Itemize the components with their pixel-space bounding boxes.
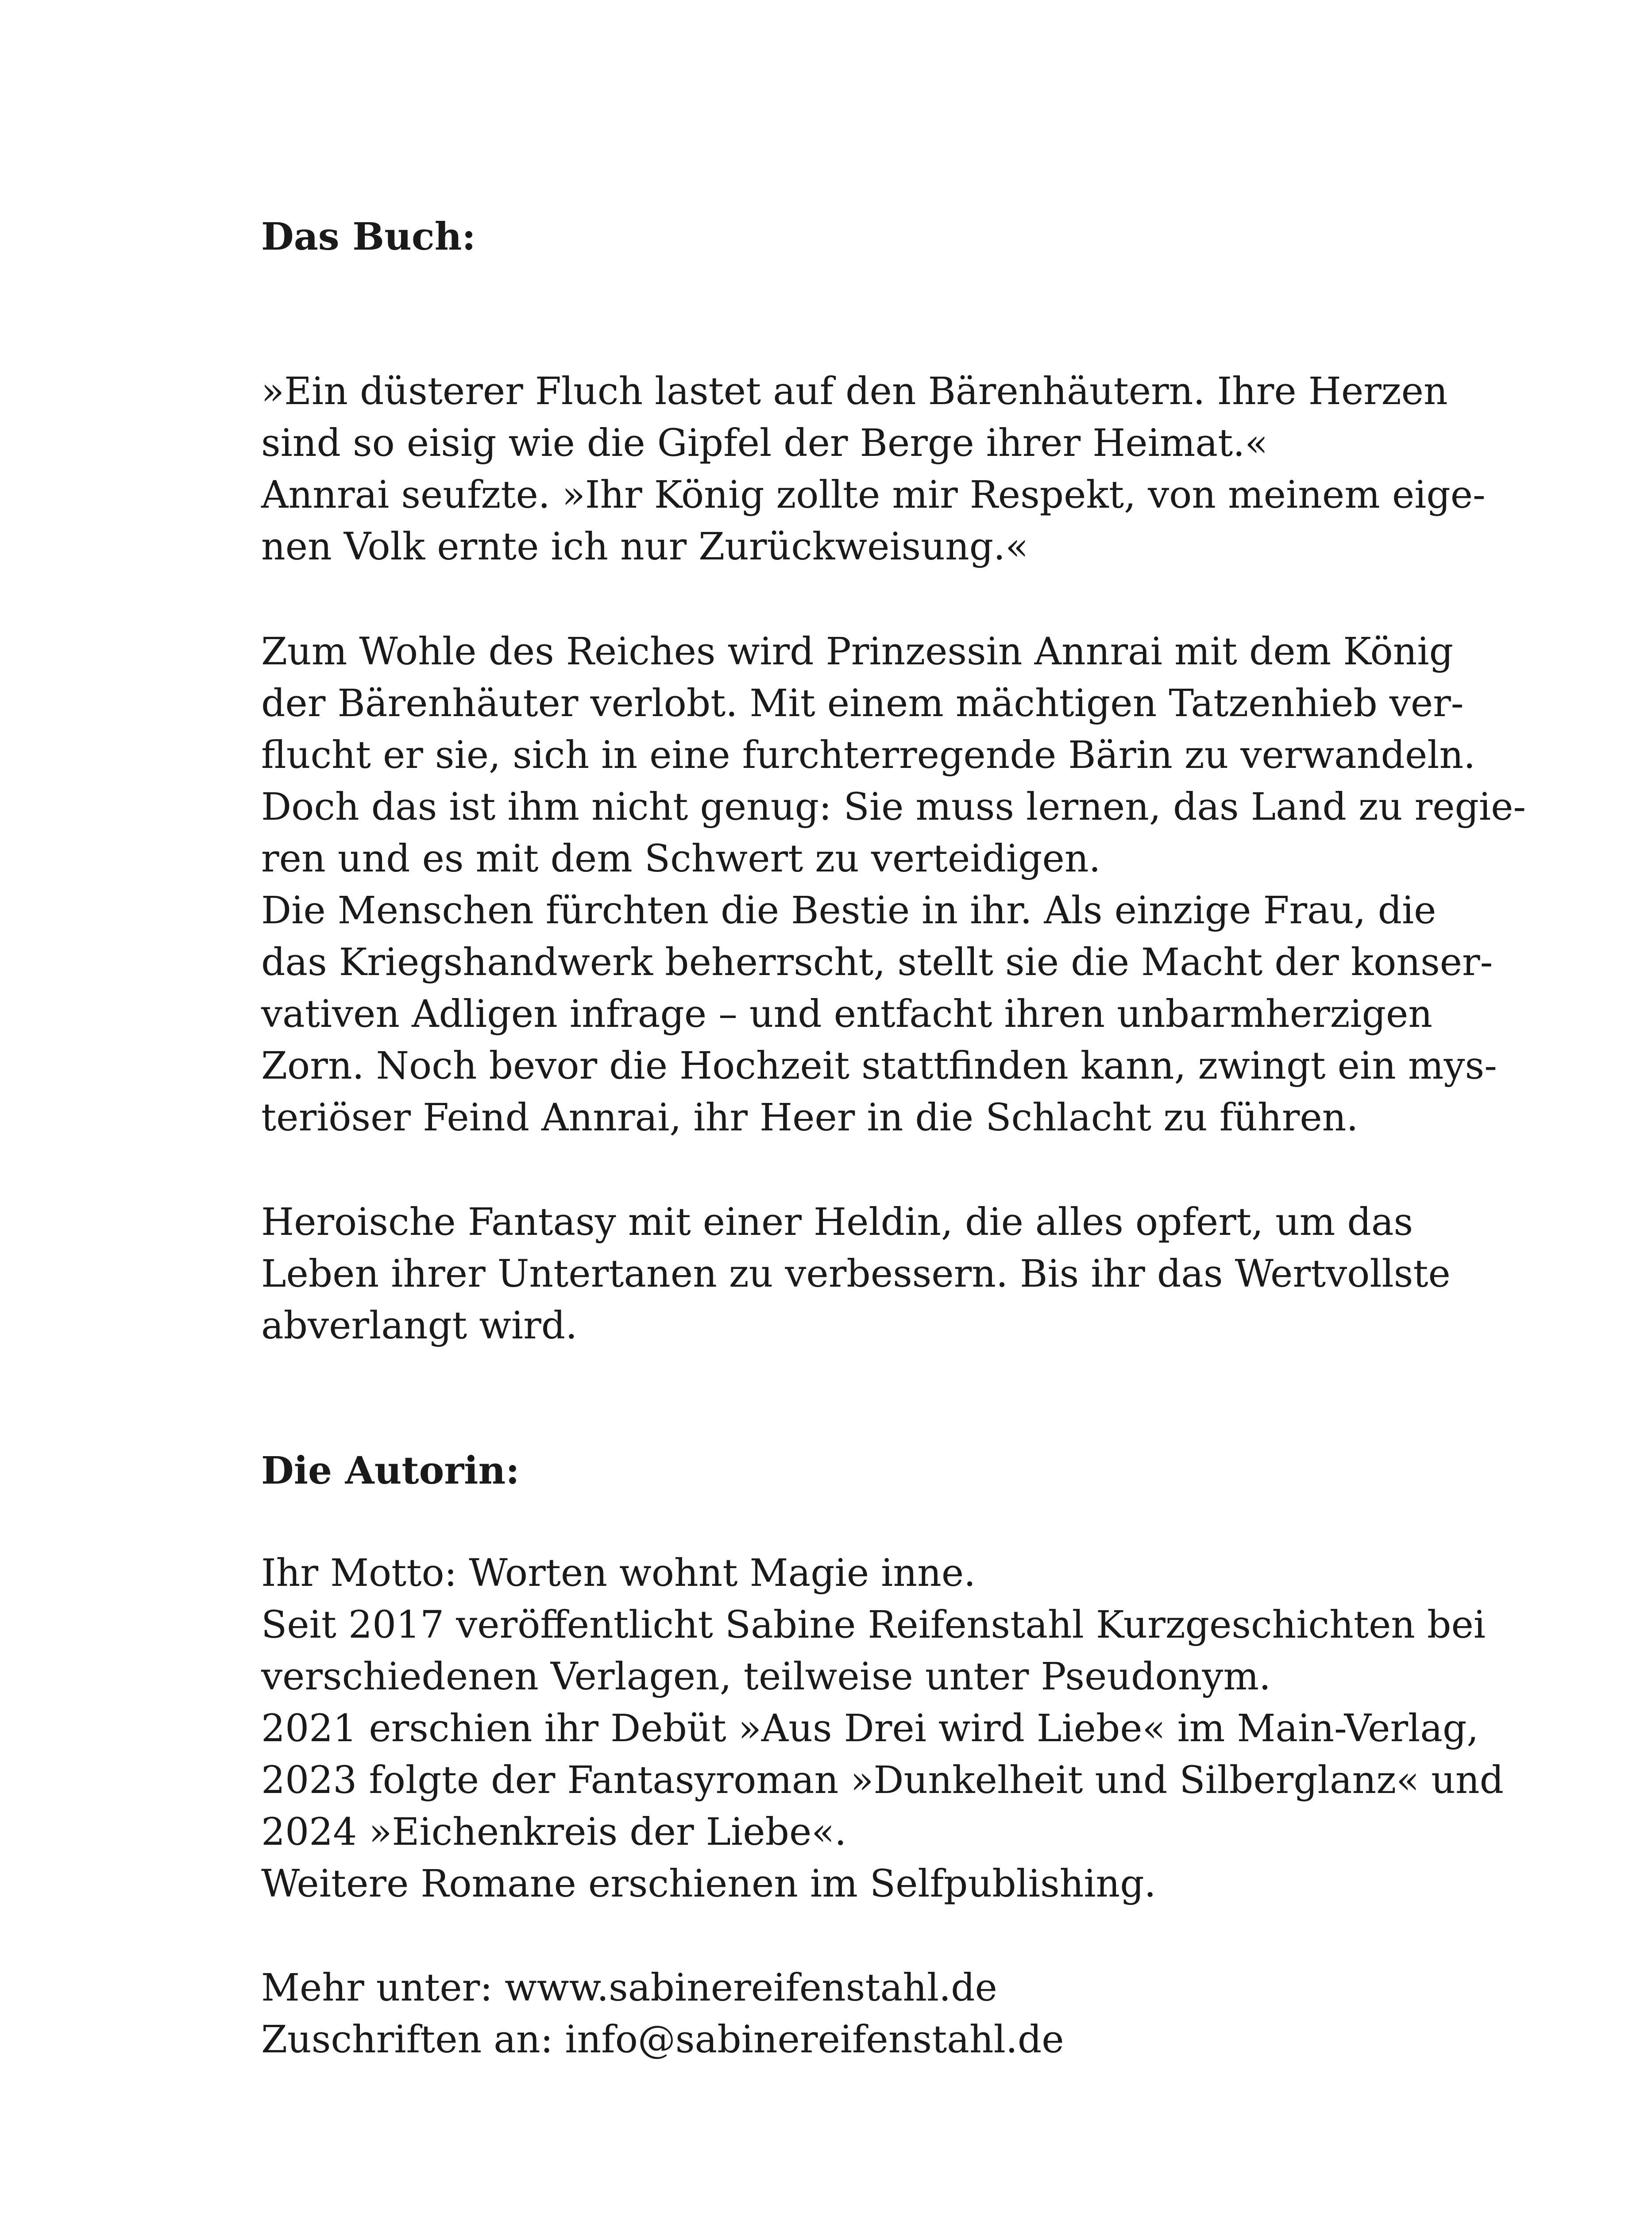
book-text-line: Die Menschen fürchten die Bestie in ihr. Als einzige Frau, die: [261, 889, 1436, 933]
book-text-line: der Bärenhäuter verlobt. Mit einem mächtigen Tatzenhieb ver-: [261, 682, 1464, 725]
author-text-line: Weitere Romane erschienen im Selfpublishing.: [261, 1862, 1156, 1906]
book-text-line: flucht er sie, sich in eine furchterregende Bärin zu verwandeln.: [261, 733, 1476, 777]
author-text-line: verschiedenen Verlagen, teilweise unter Pseudonym.: [261, 1655, 1271, 1699]
book-text-line: Heroische Fantasy mit einer Heldin, die alles opfert, um das: [261, 1200, 1413, 1244]
book-text-line: »Ein düsterer Fluch lastet auf den Bärenhäutern. Ihre Herzen: [261, 370, 1448, 413]
book-text-line: abverlangt wird.: [261, 1304, 578, 1348]
author-text-line: Seit 2017 veröffentlicht Sabine Reifenstahl Kurzgeschichten bei: [261, 1603, 1486, 1647]
book-text-line: vativen Adligen infrage – und entfacht ihren unbarmherzigen: [261, 992, 1433, 1036]
author-heading: Die Autorin:: [261, 1449, 520, 1493]
book-heading: Das Buch:: [261, 215, 476, 259]
book-text-line: Doch das ist ihm nicht genug: Sie muss lernen, das Land zu regie-: [261, 785, 1526, 829]
book-text-line: ren und es mit dem Schwert zu verteidigen.: [261, 837, 1101, 881]
book-text-line: sind so eisig wie die Gipfel der Berge ihrer Heimat.«: [261, 421, 1268, 465]
author-text-line: 2021 erschien ihr Debüt »Aus Drei wird Liebe« im Main-Verlag,: [261, 1707, 1479, 1750]
book-text-line: das Kriegshandwerk beherrscht, stellt sie die Macht der konser-: [261, 941, 1493, 984]
author-text-line: 2023 folgte der Fantasyroman »Dunkelheit und Silberglanz« und: [261, 1758, 1504, 1802]
author-text-line: Ihr Motto: Worten wohnt Magie inne.: [261, 1551, 976, 1595]
author-email-line: Zuschriften an: info@sabinereifenstahl.de: [261, 2018, 1064, 2062]
book-text-line: teriöser Feind Annrai, ihr Heer in die Schlacht zu führen.: [261, 1096, 1359, 1140]
book-text-line: nen Volk ernte ich nur Zurückweisung.«: [261, 525, 1029, 569]
book-text-line: Zorn. Noch bevor die Hochzeit stattfinden kann, zwingt ein mys-: [261, 1044, 1497, 1088]
book-text-line: Zum Wohle des Reiches wird Prinzessin Annrai mit dem König: [261, 630, 1454, 674]
author-text-line: 2024 »Eichenkreis der Liebe«.: [261, 1810, 847, 1854]
author-website-line: Mehr unter: www.sabinereifenstahl.de: [261, 1966, 997, 2010]
book-text-line: Annrai seufzte. »Ihr König zollte mir Respekt, von meinem eige-: [261, 473, 1486, 517]
book-text-line: Leben ihrer Untertanen zu verbessern. Bis ihr das Wertvollste: [261, 1252, 1451, 1296]
